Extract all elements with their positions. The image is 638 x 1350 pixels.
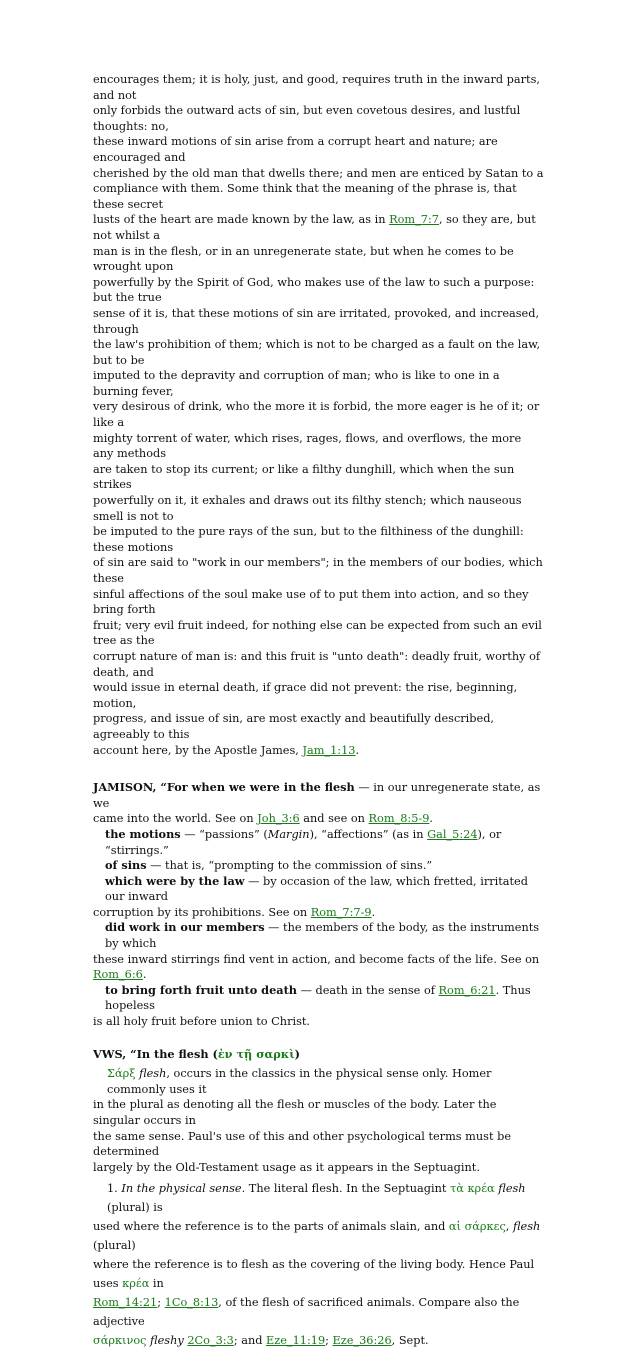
text-span: (plural) is — [107, 1201, 163, 1215]
text-line: in the plural as denoting all the flesh or muscles of the body. Later the singular occurs in — [93, 1098, 497, 1127]
text-line — [93, 1179, 545, 1217]
italic-text: In the physical sense. — [121, 1182, 246, 1196]
text-span: , of the flesh of sacrificed animals. Compare also the adjective — [93, 1296, 520, 1329]
scripture-link[interactable]: Rom_6:6 — [93, 968, 143, 982]
greek-text: τὰ κρέα — [450, 1182, 495, 1196]
text-line: powerfully by the Spirit of God, who makes use of the law to such a purpose: but the true — [93, 275, 535, 305]
text-span: , so they are, but not whilst a — [93, 213, 536, 242]
text-line: be imputed to the pure rays of the sun, but to the filthiness of the dunghill: these motions — [93, 525, 524, 554]
greek-text: σάρκινος — [93, 1334, 147, 1348]
scripture-link[interactable]: Eze_36:26 — [332, 1334, 392, 1348]
spacer — [93, 1030, 545, 1047]
vws-section — [93, 1047, 545, 1350]
text-span: ; — [157, 1296, 165, 1310]
text-span: and see on — [299, 812, 369, 826]
text-line: largely by the Old-Testament usage as it appears in the Septuagint. — [93, 1160, 480, 1174]
scripture-link[interactable]: Eze_11:19 — [266, 1334, 326, 1348]
text-line: these inward motions of sin arise from a corrupt heart and nature; are encouraged and — [93, 135, 498, 164]
scripture-link[interactable]: Rom_7:7-9 — [310, 905, 372, 919]
text-line — [93, 811, 545, 827]
document-page — [93, 72, 545, 1350]
scripture-link[interactable]: Joh_3:6 — [257, 812, 300, 826]
text-line: corrupt nature of man is: and this fruit is "unto death": deadly fruit, worthy of death, and — [93, 649, 541, 679]
text-span: these inward stirrings find vent in action, and become facts of the life. See on — [93, 952, 540, 966]
text-span: — in our unregenerate state, as we — [93, 781, 541, 810]
jamison-section — [93, 780, 545, 1030]
text-line: the same sense. Paul's use of this and other psychological terms must be determined — [93, 1129, 512, 1159]
text-line: only forbids the outward acts of sin, but even covetous desires, and lustful thoughts: no, — [93, 104, 521, 133]
text-span: . Thus hopeless — [105, 983, 531, 1013]
scripture-link[interactable]: Rom_7:7 — [389, 213, 439, 227]
scripture-link[interactable]: 1Co_8:13 — [164, 1296, 219, 1310]
text-span: — by occasion of the law, which fretted, irritated our inward — [105, 874, 528, 904]
text-line — [93, 952, 545, 983]
text-line: would issue in eternal death, if grace did not prevent: the rise, beginning, motion, — [93, 681, 518, 710]
text-line: progress, and issue of sin, are most exactly and beautifully described, agreeably to this — [93, 712, 495, 741]
term-heading: of sins — [105, 858, 147, 873]
text-span: , Sept. — [391, 1334, 429, 1348]
spacer — [93, 758, 545, 780]
text-line — [93, 1217, 545, 1255]
greek-text: κρέα — [122, 1277, 150, 1291]
text-line — [93, 1066, 545, 1097]
text-line — [93, 858, 545, 874]
term-heading: which were by the law — [105, 873, 245, 888]
text-span: — that is, “prompting to the commission of sins.” — [146, 859, 433, 873]
text-span: . — [429, 812, 433, 826]
greek-text: ἐν τῇ σαρκὶ — [217, 1046, 295, 1061]
text-line — [93, 1255, 545, 1293]
text-span: ; — [325, 1334, 333, 1348]
italic-text: fleshy — [146, 1334, 184, 1348]
text-line: man is in the flesh, or in an unregenerate state, but when he comes to be wrought upon — [93, 244, 514, 274]
commentary-paragraph — [93, 72, 545, 758]
text-span: (plural) — [93, 1239, 136, 1253]
scripture-link[interactable]: 2Co_3:3 — [187, 1334, 234, 1348]
text-line — [93, 905, 545, 921]
text-line — [93, 1331, 545, 1350]
scripture-link[interactable]: Rom_14:21 — [93, 1296, 158, 1310]
text-line: are taken to stop its current; or like a filthy dunghill, which when the sun strikes — [93, 462, 515, 492]
text-line — [93, 1293, 545, 1331]
text-line — [93, 983, 545, 1014]
italic-text: Margin — [267, 827, 310, 841]
text-span: ), “affections” (as in — [309, 827, 428, 841]
text-line: powerfully on it, it exhales and draws out its filthy stench; which nauseous smell is not to — [93, 494, 522, 523]
text-line — [93, 874, 545, 905]
scripture-link[interactable]: Rom_8:5-9 — [368, 812, 430, 826]
text-span: — “passions” ( — [180, 827, 268, 841]
text-span: VWS, “In the flesh ( — [93, 1046, 218, 1061]
italic-text: flesh — [135, 1067, 167, 1081]
text-span: , occurs in the classics in the physical sense only. Homer commonly uses it — [107, 1067, 492, 1096]
text-line — [93, 743, 545, 759]
text-span: where the reference is to flesh as the covering of the living body. Hence Paul uses — [93, 1258, 535, 1291]
section-heading: JAMISON, “For when we were in the flesh — [93, 780, 355, 795]
text-span: lusts of the heart are made known by the law, as in — [93, 213, 390, 227]
italic-text: flesh — [512, 1220, 541, 1234]
text-span: . — [142, 968, 147, 982]
text-line — [93, 780, 545, 811]
text-line: encourages them; it is holy, just, and good, requires truth in the inward parts, and not — [93, 73, 540, 102]
text-line: very desirous of drink, who the more it is forbid, the more eager is he of it; or like a — [93, 400, 540, 430]
greek-text: Σάρξ — [107, 1067, 136, 1081]
text-line: is all holy fruit before union to Christ. — [93, 1015, 311, 1029]
term-heading: the motions — [105, 826, 181, 841]
scripture-link[interactable]: Jam_1:13 — [302, 743, 356, 757]
text-span: in — [149, 1277, 164, 1291]
section-heading — [93, 1047, 545, 1063]
text-line: fruit; very evil fruit indeed, for nothing else can be expected from such an evil tree as the — [93, 618, 542, 648]
text-line: compliance with them. Some think that the meaning of the phrase is, that these secret — [93, 182, 517, 211]
text-line — [93, 920, 545, 951]
italic-text: flesh — [494, 1182, 526, 1196]
text-line: the law's prohibition of them; which is not to be charged as a fault on the law, but to be — [93, 338, 541, 367]
text-span: used where the reference is to the parts of animals slain, and — [93, 1220, 449, 1234]
scripture-link[interactable]: Gal_5:24 — [427, 827, 478, 841]
text-line: imputed to the depravity and corruption of man; who is like to one in a burning fever, — [93, 369, 500, 398]
text-span: . — [371, 905, 376, 919]
vws-numbered-paragraph — [93, 1179, 545, 1350]
text-line — [93, 212, 545, 243]
text-line: sense of it is, that these motions of sin are irritated, provoked, and increased, through — [93, 306, 540, 336]
text-span: The literal flesh. In the Septuagint — [245, 1182, 451, 1196]
vws-paragraph — [93, 1066, 545, 1175]
text-line: of sin are said to "work in our members"; in the members of our bodies, which these — [93, 556, 543, 585]
term-heading: to bring forth fruit unto death — [105, 982, 298, 997]
text-span: corruption by its prohibitions. See on — [93, 905, 311, 919]
text-span: ) — [294, 1046, 301, 1061]
text-span: ), or “stirrings.” — [105, 827, 502, 857]
scripture-link[interactable]: Rom_6:21 — [438, 983, 496, 997]
text-span: — death in the sense of — [297, 983, 439, 997]
text-span: , — [505, 1220, 513, 1234]
text-span: — the members of the body, as the instruments by which — [105, 921, 540, 951]
text-span: came into the world. See on — [93, 812, 258, 826]
text-line: cherished by the old man that dwells there; and men are enticed by Satan to a — [93, 166, 544, 180]
text-span: ; and — [233, 1334, 267, 1348]
text-line: mighty torrent of water, which rises, rages, flows, and overflows, the more any methods — [93, 431, 522, 461]
text-line — [93, 827, 545, 858]
term-heading: did work in our members — [105, 920, 265, 935]
list-number: 1. — [107, 1182, 122, 1196]
text-line: sinful affections of the soul make use of to put them into action, and so they bring forth — [93, 587, 529, 617]
greek-text: αἱ σάρκες — [448, 1220, 506, 1234]
text-span: . — [355, 743, 360, 757]
text-span: account here, by the Apostle James, — [93, 743, 303, 757]
